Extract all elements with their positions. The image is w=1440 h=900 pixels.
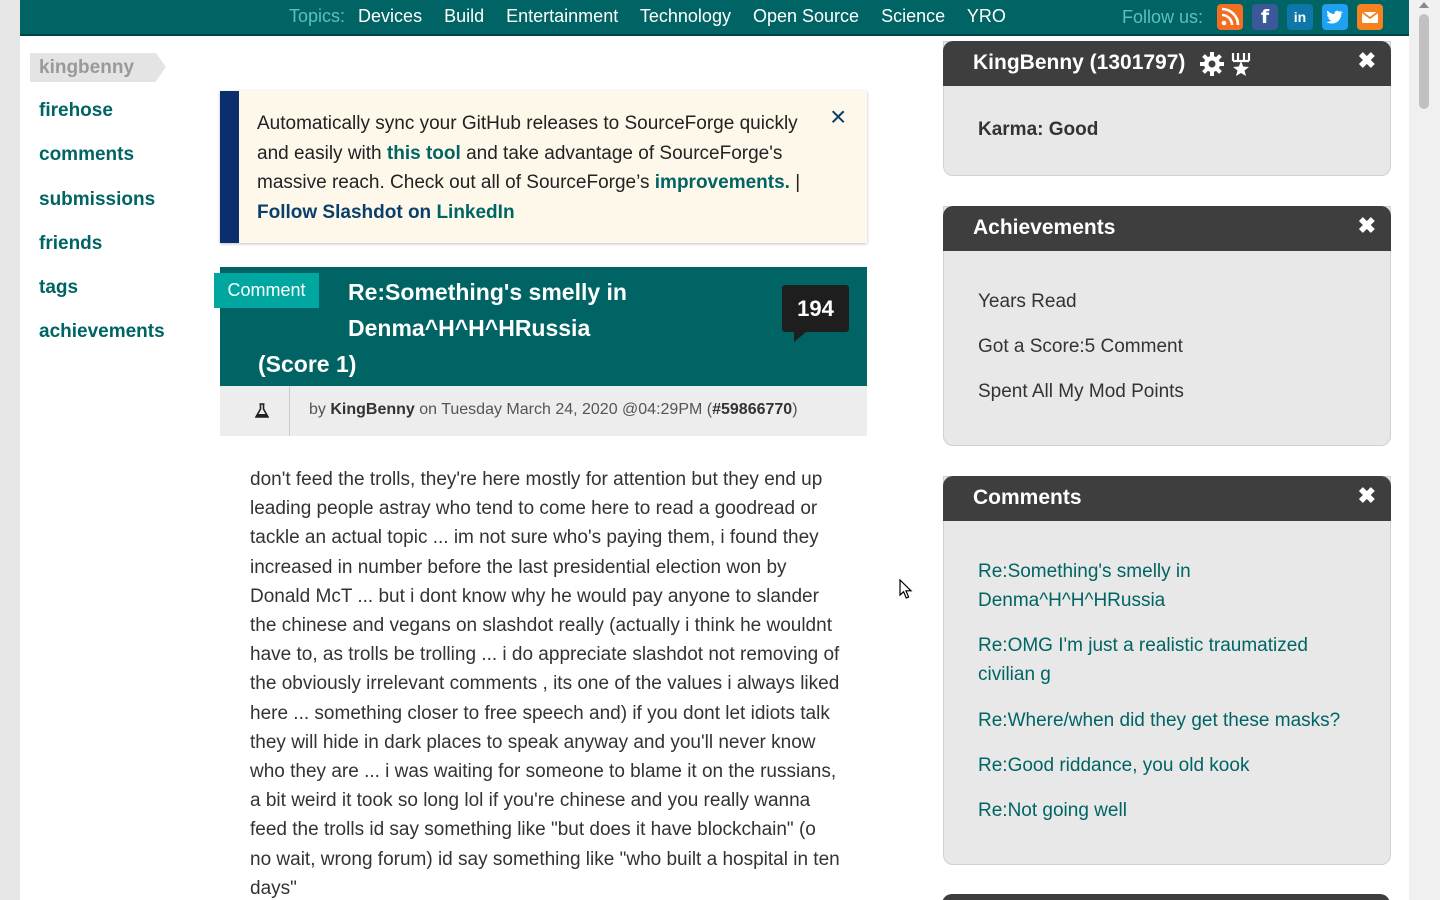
banner-text (257, 109, 827, 227)
recent-comment-link[interactable]: Re:Something's smelly in Denma^H^H^HRussia (978, 561, 1191, 611)
achievement-item: Got a Score:5 Comment (978, 336, 1183, 357)
mouse-cursor-icon (899, 579, 915, 601)
user-panel-header (943, 41, 1391, 86)
this-tool-link[interactable]: this tool (386, 142, 461, 164)
top-bar (20, 0, 1409, 36)
topic-science[interactable]: Science (881, 6, 946, 26)
username-tag[interactable]: kingbenny (30, 53, 156, 82)
sidebar-item-tags[interactable]: tags (39, 277, 79, 298)
follow-label: Follow us: (1122, 7, 1204, 27)
twitter-icon[interactable] (1322, 4, 1348, 30)
promo-banner (220, 91, 867, 243)
comment-score: (Score 1) (258, 351, 357, 377)
banner-text-1: Automatically sync your GitHub releases to SourceForge quickly and easily with (257, 113, 798, 164)
topic-devices[interactable]: Devices (358, 6, 423, 26)
achievements-panel-title: Achievements (973, 216, 1116, 239)
achievement-item: Spent All My Mod Points (978, 381, 1184, 402)
topics-label: Topics: (289, 6, 346, 26)
banner-close-button[interactable]: × (830, 101, 847, 132)
gear-icon[interactable] (1199, 51, 1225, 77)
comment-body: don't feed the trolls, they're here mostly for attention but they end up leading people astray who tend to come here to read a goodread or tackle an actual topic ... im not sure who's paying them, i found they increased in number before the last presidential election won by Donald McT ... but i dont know why he would pay anyone to slander the chinese and vegans on slashdot really (actually i think he wouldnt have to, as trolls be trolling ... i do appreciate slashdot not removing of the obviously irrelevant comments , its one of the values i always liked here ... something closer to free speech and) if you dont let idiots talk they will hide in dark places to speak anyway and you'll never know who they are ... i was waiting for someone to blame it on the russians, a bit weird it took so long lol if you're chinese and you really wanna feed the trolls id say something like "but does it have blockchain" (o no wait, wrong forum) id say something like "who built a hospital in ten days" (250, 469, 840, 899)
email-icon[interactable] (1357, 4, 1383, 30)
sidebar-item-comments[interactable]: comments (39, 144, 135, 165)
recent-comment-link[interactable]: Re:Not going well (978, 800, 1127, 821)
comment-id-link[interactable]: #59866770 (712, 401, 793, 418)
recent-comment-link[interactable]: Re:Where/when did they get these masks? (978, 710, 1341, 731)
comments-panel-header (943, 476, 1391, 521)
recent-comment-link[interactable]: Re:OMG I'm just a realistic traumatized civilian g (978, 635, 1308, 685)
banner-text-3: | (789, 172, 801, 193)
byline-close-paren: ) (792, 401, 798, 418)
improvements-link[interactable]: improvements. (654, 172, 790, 193)
comment-title[interactable]: Re:Something's smelly in Denma^H^H^HRussia (348, 279, 627, 341)
byline-text (309, 401, 798, 419)
comment-byline (220, 386, 867, 436)
comment-count-badge[interactable]: 194 (782, 285, 849, 332)
topic-technology[interactable]: Technology (639, 6, 731, 26)
sidebar-item-firehose[interactable]: firehose (39, 100, 113, 121)
achievements-panel (943, 206, 1391, 446)
achievement-item: Years Read (978, 291, 1077, 312)
user-panel (943, 41, 1391, 176)
comment-header (220, 267, 867, 386)
banner-text-2: and take advantage of SourceForge's massive reach. Check out all of SourceForge’s (257, 142, 783, 193)
user-panel-close-button[interactable]: ✖ (1357, 48, 1376, 73)
karma-text: Karma: Good (978, 119, 1099, 140)
facebook-icon[interactable]: f (1252, 4, 1278, 30)
user-panel-title: KingBenny (1301797) (973, 51, 1186, 74)
comments-panel (943, 476, 1391, 865)
flask-icon (255, 403, 269, 419)
recent-comment-link[interactable]: Re:Good riddance, you old kook (978, 755, 1250, 776)
byline-date: on Tuesday March 24, 2020 @04:29PM ( (414, 401, 713, 418)
next-panel-header (942, 894, 1390, 900)
linkedin-link[interactable]: LinkedIn (436, 201, 515, 223)
linkedin-icon[interactable]: in (1287, 4, 1313, 30)
sidebar-item-achievements[interactable]: achievements (39, 321, 165, 342)
topic-entertainment[interactable]: Entertainment (506, 6, 619, 26)
comments-panel-title: Comments (973, 486, 1082, 509)
achievement-medal-icon[interactable] (1230, 51, 1252, 77)
follow-slashdot-text: Follow Slashdot on (257, 201, 437, 223)
topics-nav (289, 6, 1023, 27)
scroll-thumb[interactable] (1419, 14, 1429, 109)
byline-icon-cell (220, 386, 290, 436)
topic-build[interactable]: Build (444, 6, 485, 26)
sidebar-item-friends[interactable]: friends (39, 233, 103, 254)
scrollbar[interactable] (1409, 0, 1440, 900)
comments-panel-close-button[interactable]: ✖ (1357, 483, 1376, 508)
topic-open-source[interactable]: Open Source (752, 6, 860, 26)
page (20, 0, 1409, 900)
byline-by: by (309, 401, 331, 418)
rss-icon[interactable] (1217, 4, 1243, 30)
achievements-panel-header (943, 206, 1391, 251)
topic-yro[interactable]: YRO (966, 6, 1006, 26)
sidebar-item-submissions[interactable]: submissions (39, 189, 156, 210)
achievements-panel-close-button[interactable]: ✖ (1357, 213, 1376, 238)
scroll-up-arrow-icon[interactable] (1419, 2, 1429, 8)
comment-type-badge: Comment (214, 273, 319, 308)
author-link[interactable]: KingBenny (330, 401, 415, 418)
